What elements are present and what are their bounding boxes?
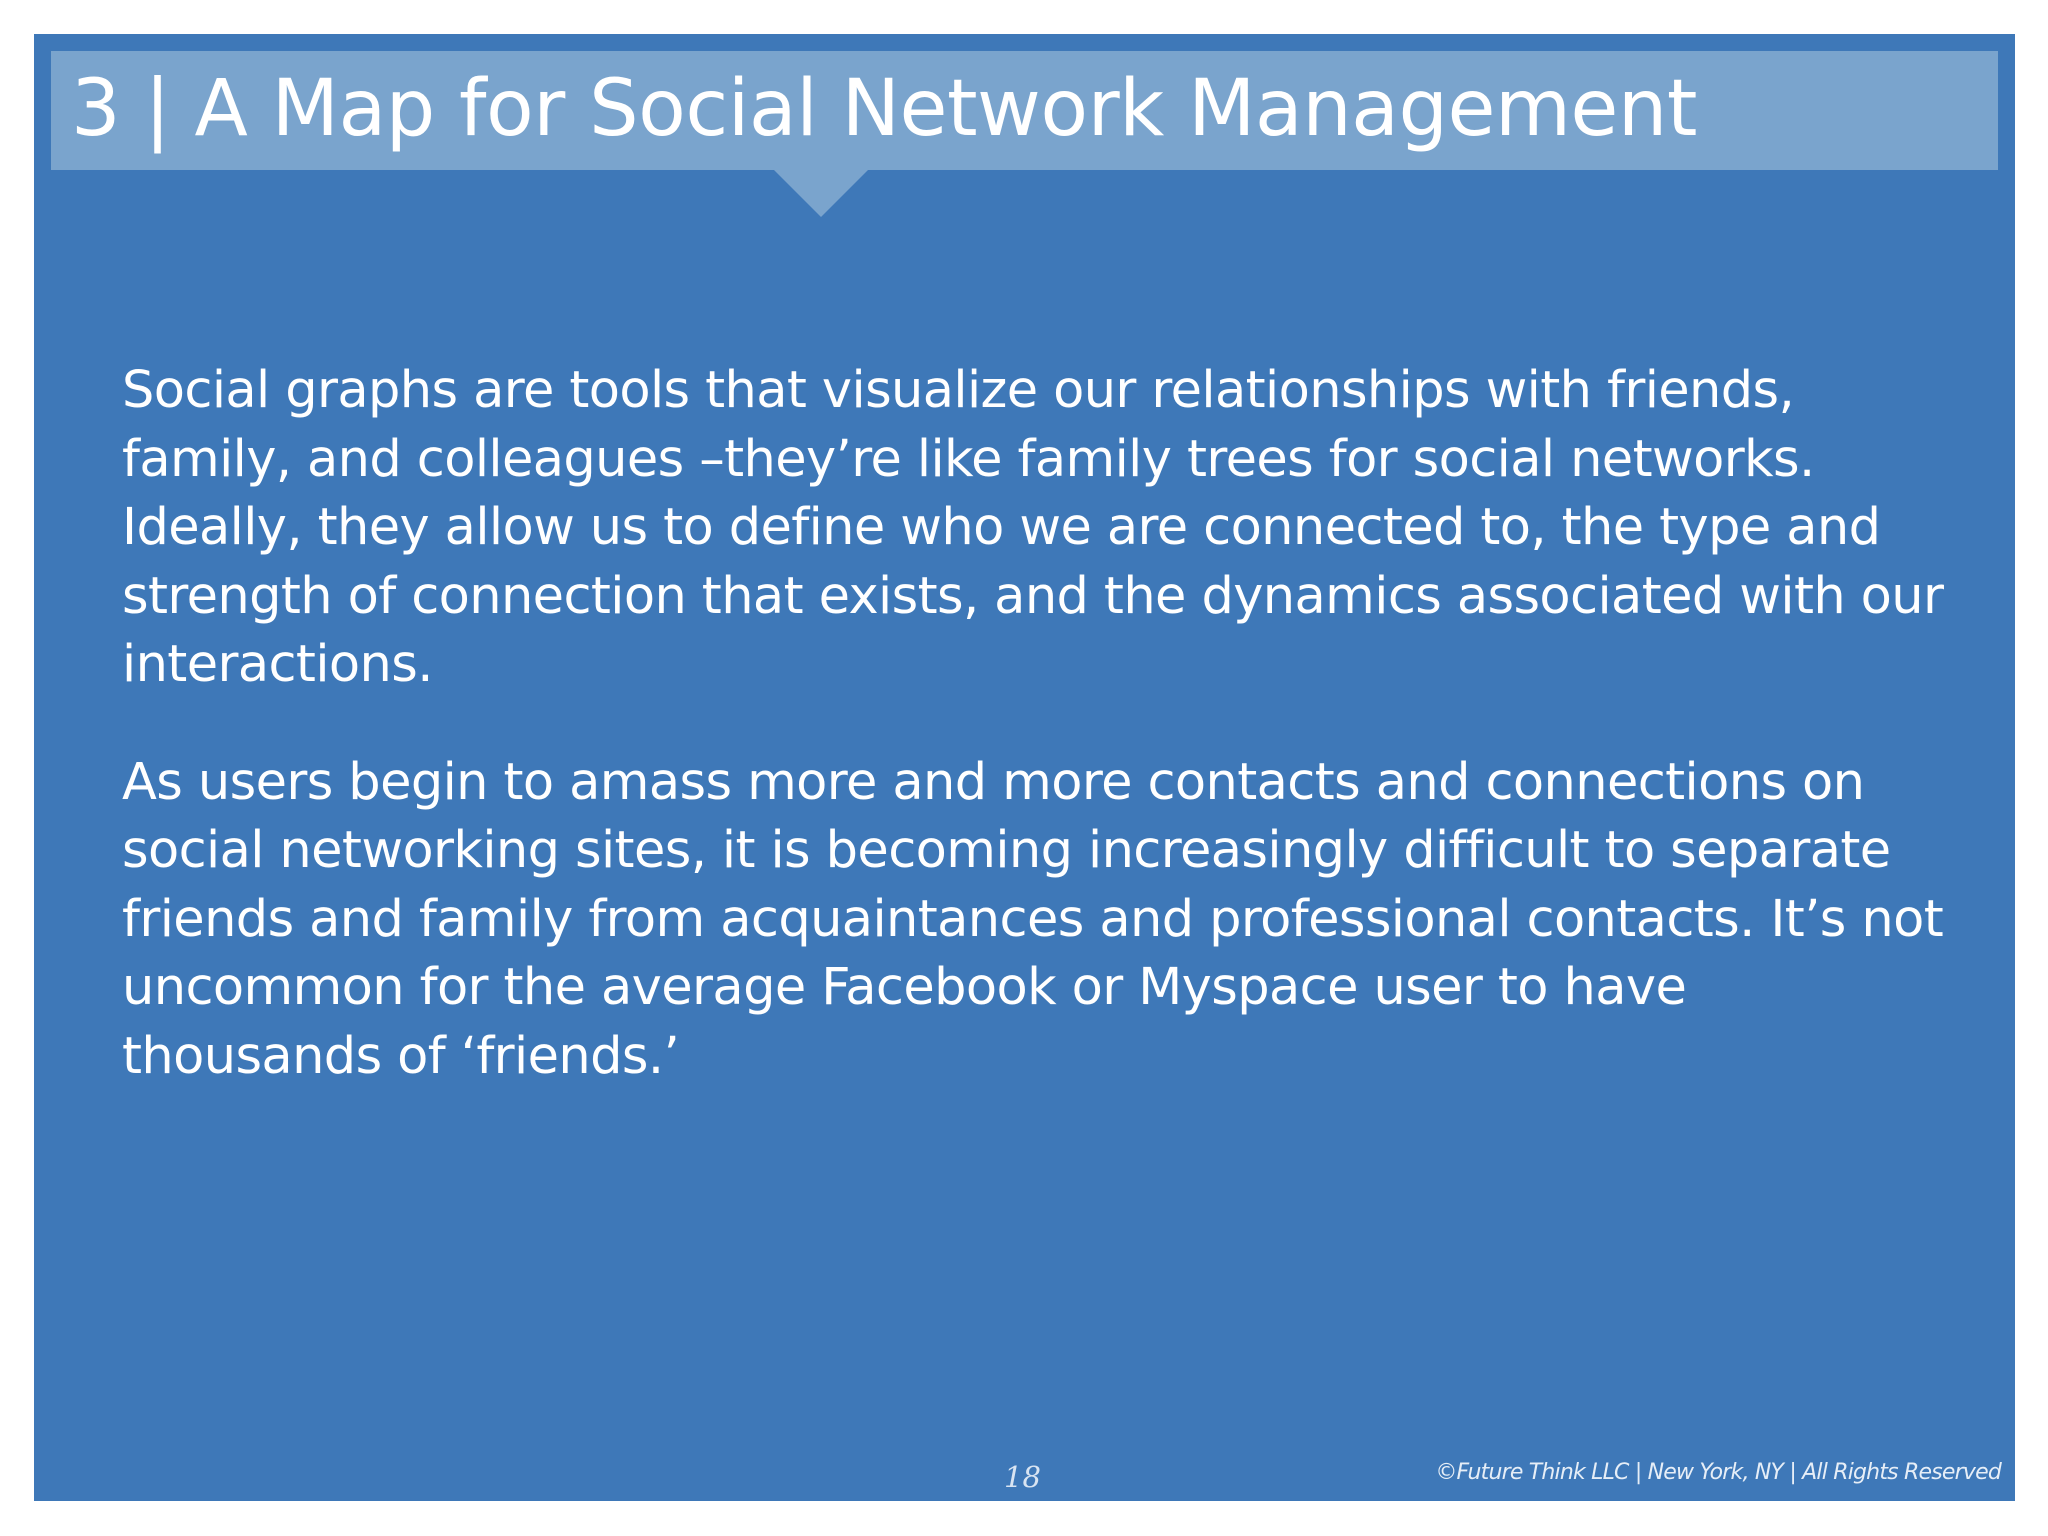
- title-pointer: [774, 170, 868, 217]
- slide-body: [122, 357, 1952, 1091]
- body-paragraph-1: Social graphs are tools that visualize our relationships with friends, family, and colleagues –they’re like family trees for social networks. Ideally, they allow us to define who we are connected to, the type and strength of connection that exists, and the dynamics associated with our interactions.: [122, 361, 1944, 694]
- page-number: 18: [1004, 1460, 1041, 1494]
- slide-title: 3 | A Map for Social Network Management: [71, 64, 1697, 154]
- body-paragraph-2: As users begin to amass more and more contacts and connections on social networking sites, it is becoming increasingly difficult to separate friends and family from acquaintances and professional contacts. It’s not uncommon for the average Facebook or Myspace user to have thousands of ‘friends.’: [122, 752, 1944, 1086]
- copyright-notice: ©Future Think LLC | New York, NY | All Rights Reserved: [1435, 1460, 2001, 1485]
- title-bar: [51, 51, 1998, 170]
- slide: [34, 34, 2015, 1501]
